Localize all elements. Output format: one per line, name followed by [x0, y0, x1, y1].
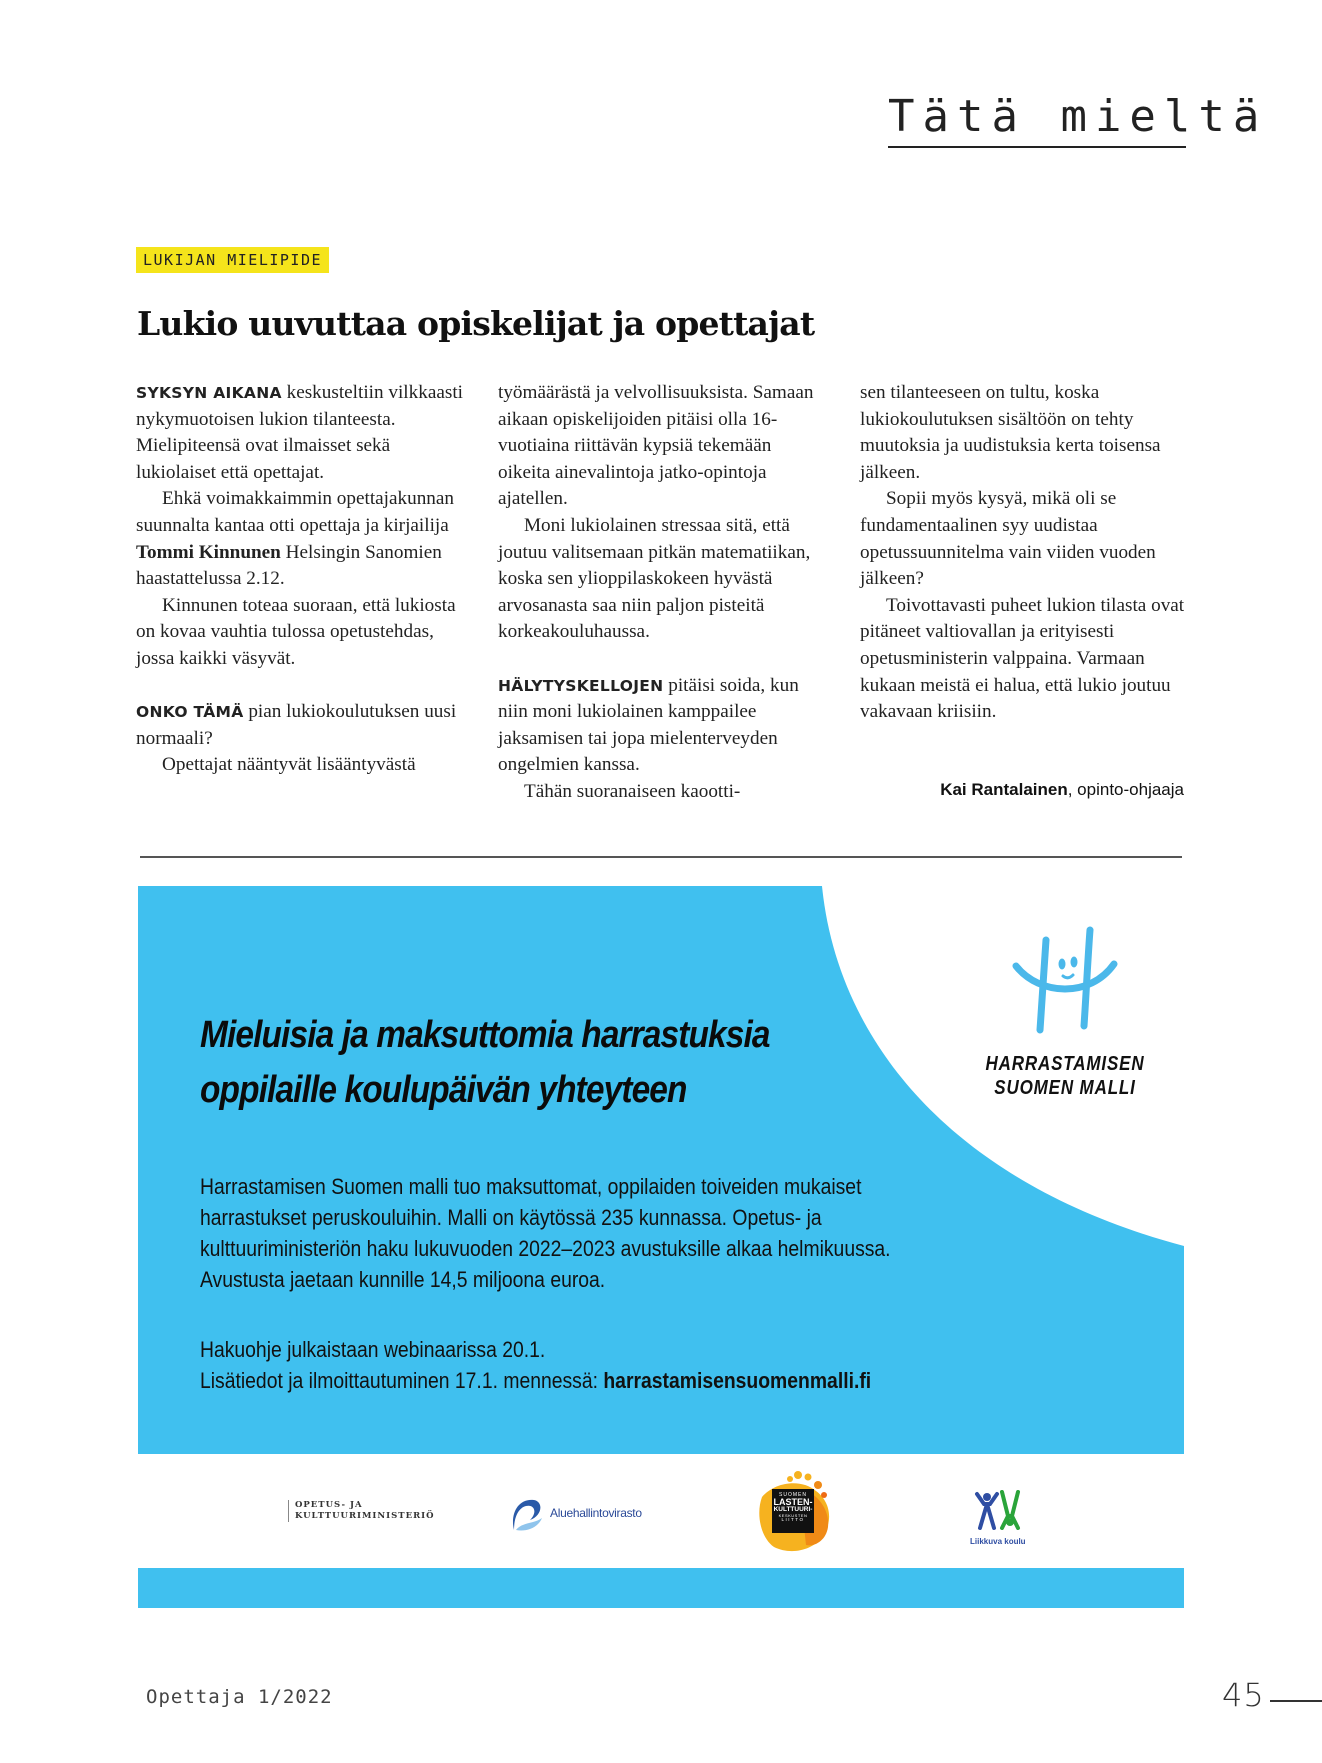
paragraph: Tähän suoranaiseen kaootti-: [524, 780, 741, 802]
paragraph: Toivottavasti puheet lukion tilasta ovat pitäneet valtiovallan ja erityisesti opetusministerin valppaina. Varmaan kukaan meistä ei halua, että lukio joutuu vakavaan kriisiin.: [860, 594, 1185, 723]
ad-headline-line: Mieluisia ja maksuttomia harrastuksia: [200, 1014, 770, 1056]
ad-info: [200, 1334, 974, 1396]
avi-swoosh-icon: [508, 1494, 546, 1532]
liikkuva-koulu-logo: [970, 1490, 1026, 1546]
okm-logo-line: KULTTUURIMINISTERIÖ: [295, 1511, 435, 1521]
avi-logo: [508, 1494, 642, 1532]
smiling-h-icon: [1010, 926, 1120, 1038]
author-role: , opinto-ohjaaja: [1067, 780, 1184, 799]
paragraph: Moni lukiolainen stressaa sitä, että joutuu valitsemaan pitkän matematiikan, koska sen ylioppilaskokeen hyvästä arvosanasta saa niin paljon pisteitä korkeakouluhaussa.: [498, 514, 811, 643]
ad-headline: [200, 1008, 770, 1118]
article-column-3: [860, 380, 1190, 726]
magazine-issue: Opettaja 1/2022: [146, 1686, 333, 1708]
okm-logo-line: OPETUS- JA: [295, 1500, 363, 1510]
avi-logo-text: Aluehallintovirasto: [550, 1506, 642, 1520]
paragraph-text: Ehkä voimakkaimmin opettajakunnan suunnalta kantaa otti opettaja ja kirjailija: [136, 488, 455, 536]
article-column-1: [136, 380, 466, 779]
okm-logo: [288, 1500, 435, 1522]
logo-line: LASTEN-: [773, 1497, 813, 1507]
paragraph: työmäärästä ja velvollisuuksista. Samaan aikaan opiskelijoiden pitäisi olla 16-vuotiaina riittävän kypsiä tekemään oikeita ainevalintoja jatko-opintoja ajatellen.: [498, 382, 814, 510]
paragraph-text: pitäisi soida, kun niin moni lukiolainen kamppailee jaksamisen tai jopa mielenterveyden ongelmien kanssa.: [498, 674, 799, 776]
paragraph-text: keskusteltiin vilkkaasti nykymuotoisen lukion tilanteesta. Mielipiteensä ovat ilmaisset sekä lukiolaiset että opettajat.: [136, 382, 463, 483]
harrastamisen-suomen-malli-logo: [970, 926, 1160, 1100]
page-number: 45: [1222, 1676, 1265, 1714]
article-kicker: LUKIJAN MIELIPIDE: [136, 247, 329, 273]
byline: [940, 780, 1184, 800]
logo-line: LIITTO: [781, 1516, 805, 1522]
paragraph-text: pian lukiokoulutuksen uusi normaali?: [136, 701, 457, 749]
article-column-2: [498, 380, 828, 806]
logo-line: KULTTUURI-: [773, 1506, 813, 1513]
liikkuva-koulu-text: Liikkuva koulu: [970, 1537, 1026, 1546]
section-divider: [140, 856, 1182, 858]
hsm-logo-text: [984, 1052, 1146, 1100]
footer-rule: [1270, 1700, 1322, 1702]
paragraph-text: Helsingin Sanomien haastattelussa 2.12.: [136, 541, 442, 590]
section-title: Tätä mieltä: [888, 92, 1186, 148]
ad-body: [200, 1171, 922, 1295]
ad-body-line: Avustusta jaetaan kunnille 14,5 miljoona euroa.: [200, 1267, 606, 1292]
jumping-figures-icon: [974, 1490, 1022, 1530]
logo-line: HARRASTAMISEN: [985, 1053, 1145, 1075]
ad-info-line: [200, 1365, 974, 1396]
paragraph: [136, 486, 466, 592]
ad-bottom-bar: [138, 1568, 1184, 1608]
ad-info-line: Hakuohje julkaistaan webinaarissa 20.1.: [200, 1337, 546, 1362]
logo-line: KESKUSTEN: [778, 1512, 808, 1518]
ad-headline-line: oppilaille koulupäivän yhteyteen: [200, 1069, 687, 1111]
ad-body-line: harrastukset peruskouluihin. Malli on käytössä 235 kunnassa. Opetus- ja: [200, 1205, 822, 1230]
lead-in: HÄLYTYSKELLOJEN: [498, 676, 664, 695]
advertisement: [138, 886, 1184, 1454]
paragraph: Sopii myös kysyä, mikä oli se fundamentaalinen syy uudistaa opetussuunnitelma vain viiden vuoden jälkeen?: [860, 488, 1156, 590]
author-name: Kai Rantalainen: [940, 780, 1068, 799]
logo-line: SUOMEN: [779, 1492, 807, 1498]
person-name: Tommi Kinnunen: [136, 541, 281, 563]
lastenkulttuuri-logo: [750, 1467, 840, 1557]
lastenkulttuuri-text-box: [772, 1489, 814, 1533]
article-headline: Lukio uuvuttaa opiskelijat ja opettajat: [137, 304, 815, 343]
paragraph: [498, 673, 828, 779]
ad-body-line: Harrastamisen Suomen malli tuo maksuttomat, oppilaiden toiveiden mukaiset: [200, 1174, 862, 1199]
paragraph: Kinnunen toteaa suoraan, että lukiosta on kovaa vauhtia tulossa opetustehdas, jossa kaikki väsyvät.: [136, 594, 456, 669]
lead-in: ONKO TÄMÄ: [136, 703, 244, 722]
paragraph: [136, 380, 466, 486]
ad-info-text: Lisätiedot ja ilmoittautuminen 17.1. mennessä:: [200, 1368, 604, 1393]
paragraph: [136, 699, 466, 752]
logo-line: SUOMEN MALLI: [994, 1077, 1136, 1099]
paragraph: Opettajat nääntyvät lisääntyvästä: [162, 754, 416, 776]
lead-in: SYKSYN AIKANA: [136, 384, 282, 402]
ad-body-line: kulttuuriministeriön haku lukuvuoden 2022–2023 avustuksille alkaa helmikuussa.: [200, 1236, 891, 1261]
partner-logos: [138, 1454, 1184, 1568]
ad-website-link[interactable]: harrastamisensuomenmalli.fi: [603, 1368, 872, 1393]
paragraph: sen tilanteeseen on tultu, koska lukiokoulutuksen sisältöön on tehty muutoksia ja uudistuksia kerta toisensa jälkeen.: [860, 382, 1161, 483]
